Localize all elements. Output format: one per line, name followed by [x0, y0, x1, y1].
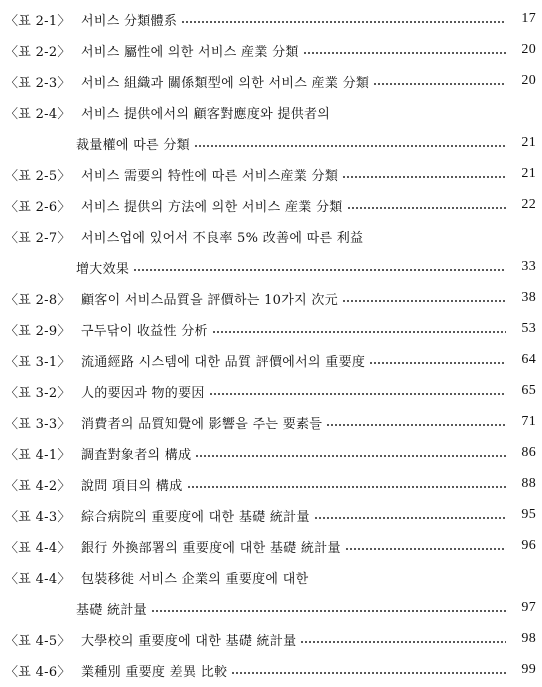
page-number: 20 [521, 42, 536, 57]
entry-title: 서비스 組織과 關係類型에 의한 서비스 産業 分類 [81, 75, 370, 91]
entry-title: 消費者의 品質知覺에 影響을 주는 要素들 [81, 416, 323, 432]
entry-title: 大學校의 重要度에 대한 基礎 統計量 [81, 633, 297, 649]
page-number: 96 [521, 538, 536, 553]
page-number: 97 [521, 600, 536, 615]
toc-entry [0, 250, 542, 284]
table-number-label: 〈표 2-9〉 [5, 323, 71, 339]
table-number-label: 〈표 4-3〉 [5, 509, 71, 525]
entry-title: 銀行 外換部署의 重要度에 대한 基礎 統計量 [81, 540, 341, 556]
page-number: 95 [521, 507, 536, 522]
toc-entry [0, 188, 542, 222]
page-number: 88 [521, 476, 536, 491]
toc-entry [0, 33, 542, 67]
page-number: 98 [521, 631, 536, 646]
toc-entry [0, 436, 542, 470]
entry-title: 人的要因과 物的要因 [81, 385, 205, 401]
entry-title: 調査對象者의 構成 [81, 447, 192, 463]
table-number-label: 〈표 4-4〉 [5, 540, 71, 556]
entry-title: 서비스업에 있어서 不良率 5% 改善에 따른 利益 [81, 230, 364, 246]
dot-leader [314, 517, 506, 519]
toc-entry [0, 467, 542, 501]
table-number-label: 〈표 4-6〉 [5, 664, 71, 680]
page-number: 38 [521, 290, 536, 305]
entry-title: 서비스 分類體系 [81, 13, 178, 29]
entry-title: 서비스 提供에서의 顧客對應度와 提供者의 [81, 106, 331, 122]
table-number-label: 〈표 2-4〉 [5, 106, 71, 122]
dot-leader [347, 207, 506, 209]
entry-title: 說問 項目의 構成 [81, 478, 183, 494]
page-number: 17 [521, 11, 536, 26]
toc-entry [0, 64, 542, 98]
dot-leader [342, 300, 506, 302]
table-number-label: 〈표 2-1〉 [5, 13, 71, 29]
entry-title: 裁量權에 따른 分類 [76, 137, 190, 153]
entry-title: 서비스 需要의 特性에 따른 서비스産業 分類 [81, 168, 339, 184]
page-number: 22 [521, 197, 536, 212]
entry-title: 業種別 重要度 差異 比較 [81, 664, 228, 680]
page-number: 65 [521, 383, 536, 398]
page-number: 99 [521, 662, 536, 677]
table-number-label: 〈표 3-3〉 [5, 416, 71, 432]
table-number-label: 〈표 4-5〉 [5, 633, 71, 649]
dot-leader [212, 331, 506, 333]
page-number: 86 [521, 445, 536, 460]
table-number-label: 〈표 2-2〉 [5, 44, 71, 60]
page-number: 21 [521, 135, 536, 150]
table-number-label: 〈표 4-1〉 [5, 447, 71, 463]
page-number: 20 [521, 73, 536, 88]
page-number: 33 [521, 259, 536, 274]
dot-leader [133, 269, 506, 271]
entry-title: 基礎 統計量 [76, 602, 147, 618]
entry-title: 구두닦이 收益性 分析 [81, 323, 208, 339]
toc-entry [0, 405, 542, 439]
entry-title: 서비스 提供의 方法에 의한 서비스 産業 分類 [81, 199, 343, 215]
toc-entry [0, 157, 542, 191]
toc-entry [0, 126, 542, 160]
entry-title: 綜合病院의 重要度에 대한 基礎 統計量 [81, 509, 310, 525]
page-number: 53 [521, 321, 536, 336]
toc-entry [0, 281, 542, 315]
toc-entry [0, 343, 542, 377]
dot-leader [231, 672, 506, 674]
toc-entry [0, 653, 542, 687]
table-number-label: 〈표 2-3〉 [5, 75, 71, 91]
dot-leader [187, 486, 506, 488]
dot-leader [369, 362, 506, 364]
toc-entry [0, 312, 542, 346]
toc-entry [0, 498, 542, 532]
entry-title: 顧客이 서비스品質을 評價하는 10가지 次元 [81, 292, 338, 308]
table-number-label: 〈표 2-7〉 [5, 230, 71, 246]
toc-entry [0, 95, 542, 129]
table-number-label: 〈표 3-1〉 [5, 354, 71, 370]
entry-title: 流通經路 시스템에 대한 品質 評價에서의 重要度 [81, 354, 366, 370]
toc-entry [0, 2, 542, 36]
toc-entry [0, 529, 542, 563]
dot-leader [194, 145, 506, 147]
table-number-label: 〈표 4-2〉 [5, 478, 71, 494]
dot-leader [195, 455, 506, 457]
page-number: 21 [521, 166, 536, 181]
page-number: 71 [521, 414, 536, 429]
table-number-label: 〈표 3-2〉 [5, 385, 71, 401]
toc-entry [0, 560, 542, 594]
dot-leader [209, 393, 506, 395]
entry-title: 增大效果 [76, 261, 130, 277]
entry-title: 包裝移徙 서비스 企業의 重要度에 대한 [81, 571, 309, 587]
dot-leader [373, 83, 506, 85]
toc-entry [0, 622, 542, 656]
dot-leader [300, 641, 506, 643]
toc-entry [0, 374, 542, 408]
table-number-label: 〈표 2-5〉 [5, 168, 71, 184]
page-number: 64 [521, 352, 536, 367]
dot-leader [345, 548, 506, 550]
entry-title: 서비스 屬性에 의한 서비스 産業 分類 [81, 44, 299, 60]
dot-leader [342, 176, 506, 178]
table-number-label: 〈표 2-8〉 [5, 292, 71, 308]
table-number-label: 〈표 2-6〉 [5, 199, 71, 215]
dot-leader [326, 424, 506, 426]
dot-leader [181, 21, 506, 23]
toc-entry [0, 219, 542, 253]
toc-entry [0, 591, 542, 625]
dot-leader [303, 52, 506, 54]
table-number-label: 〈표 4-4〉 [5, 571, 71, 587]
dot-leader [151, 610, 506, 612]
